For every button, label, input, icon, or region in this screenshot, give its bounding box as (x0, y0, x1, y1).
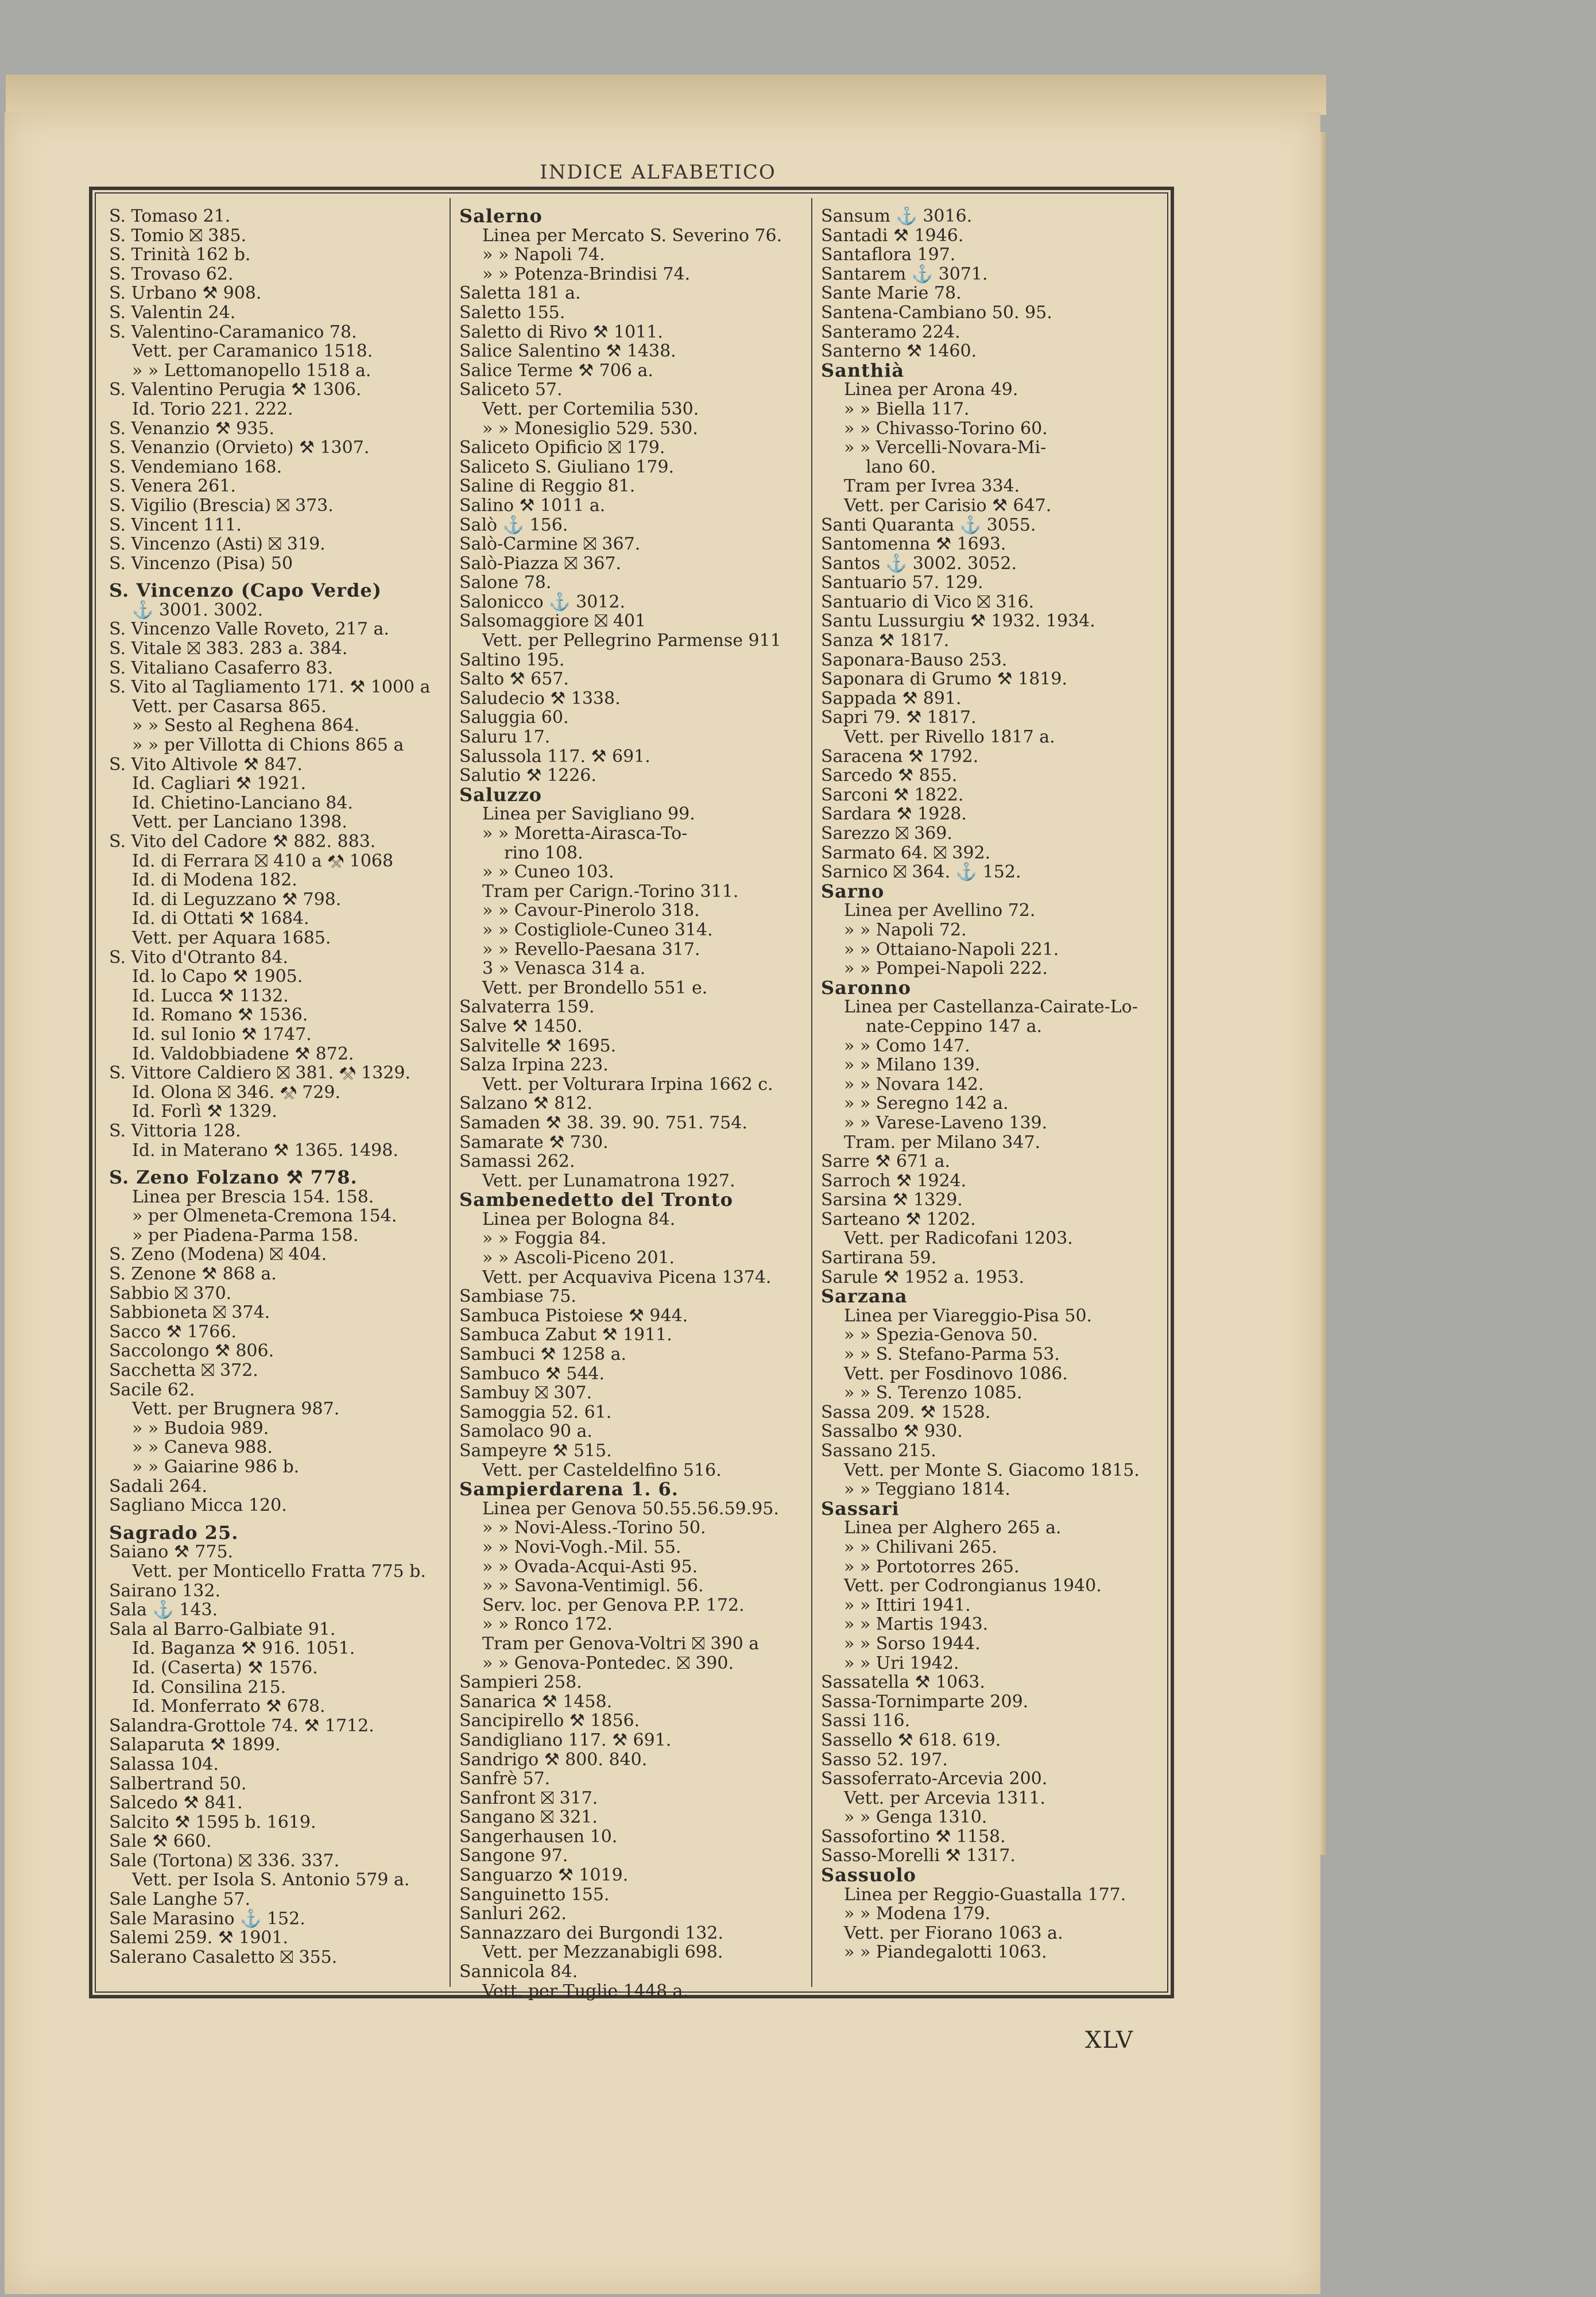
index-entry: Sanza ⚒ 1817. (821, 631, 950, 651)
index-entry: » » Novi-Vogh.-Mil. 55. (482, 1537, 681, 1557)
index-entry: Saccolongo ⚒ 806. (109, 1341, 274, 1362)
index-entry: Sassatella ⚒ 1063. (821, 1672, 985, 1693)
index-entry: Sala al Barro-Galbiate 91. (109, 1619, 336, 1639)
index-heading: Sampierdarena 1. 6. (459, 1478, 679, 1501)
index-entry: » » Pompei-Napoli 222. (844, 958, 1048, 979)
index-entry: S. Vendemiano 168. (109, 457, 282, 477)
index-entry: Id. di Ferrara ⛝ 410 a ⚒ 1068 (132, 850, 394, 871)
index-entry: Saltino 195. (459, 649, 565, 670)
index-entry: Sante Marie 78. (821, 283, 962, 304)
index-entry: » » Ovada-Acqui-Asti 95. (482, 1556, 698, 1577)
index-entry: Salto ⚒ 657. (459, 669, 569, 690)
index-entry: Sassa 209. ⚒ 1528. (821, 1402, 991, 1422)
index-entry: Vett. per Fosdinovo 1086. (844, 1363, 1068, 1384)
index-entry: S. Vincenzo (Pisa) 50 (109, 553, 293, 574)
index-entry: Samolaco 90 a. (459, 1421, 592, 1442)
index-entry: Sanfrè 57. (459, 1769, 551, 1789)
index-entry: Vett. per Brugnera 987. (132, 1399, 340, 1420)
index-entry: Saponara-Bauso 253. (821, 649, 1008, 670)
index-entry: Saracena ⚒ 1792. (821, 746, 979, 767)
index-entry: Vett. per Tuglie 1448 a. (482, 1981, 689, 2001)
index-entry: Santeramo 224. (821, 322, 960, 342)
index-entry: Salandra-Grottole 74. ⚒ 1712. (109, 1715, 374, 1736)
index-entry: Vett. per Codrongianus 1940. (844, 1576, 1102, 1596)
page-side-edge (1320, 132, 1326, 1855)
index-entry: Vett. per Monte S. Giacomo 1815. (844, 1460, 1140, 1480)
index-entry: » » Uri 1942. (844, 1653, 959, 1673)
index-entry: Saletta 181 a. (459, 283, 581, 304)
index-entry: Sannazzaro dei Burgondi 132. (459, 1923, 723, 1943)
index-entry: Tram per Genova-Voltri ⛝ 390 a (482, 1633, 760, 1654)
index-entry: Sangano ⛝ 321. (459, 1807, 598, 1828)
index-entry: Saponara di Grumo ⚒ 1819. (821, 669, 1067, 690)
index-entry: Salvaterra 159. (459, 997, 595, 1018)
index-entry: Sarnico ⛝ 364. ⚓ 152. (821, 862, 1021, 883)
index-entry: » » Ascoli-Piceno 201. (482, 1248, 675, 1269)
index-entry: Salaparuta ⚒ 1899. (109, 1735, 281, 1755)
index-entry: » » Costigliole-Cuneo 314. (482, 919, 713, 940)
index-entry: » » Vercelli-Novara-Mi- (844, 438, 1047, 458)
index-entry: Vett. per Pellegrino Parmense 911 (482, 631, 781, 651)
index-entry: Id. in Materano ⚒ 1365. 1498. (132, 1140, 398, 1161)
index-entry: S. Venanzio (Orvieto) ⚒ 1307. (109, 438, 370, 458)
index-entry: nate-Ceppino 147 a. (866, 1016, 1043, 1037)
index-entry: Tram per Ivrea 334. (844, 476, 1020, 497)
index-entry: Id. Torio 221. 222. (132, 399, 293, 419)
index-entry: Linea per Brescia 154. 158. (132, 1186, 374, 1207)
index-entry: Saliceto S. Giuliano 179. (459, 457, 675, 477)
index-entry: Sapri 79. ⚒ 1817. (821, 707, 977, 728)
index-heading: Sarzana (821, 1285, 908, 1308)
index-entry: » » Moretta-Airasca-To- (482, 823, 688, 844)
index-entry: S. Vitaliano Casaferro 83. (109, 658, 334, 678)
index-heading: Saronno (821, 976, 911, 999)
index-entry: Id. Baganza ⚒ 916. 1051. (132, 1638, 355, 1659)
index-entry: Salbertrand 50. (109, 1773, 247, 1794)
index-entry: S. Venanzio ⚒ 935. (109, 418, 274, 439)
index-entry: Sacco ⚒ 1766. (109, 1321, 237, 1342)
index-entry: Sandigliano 117. ⚒ 691. (459, 1730, 672, 1750)
index-entry: Sartirana 59. (821, 1248, 937, 1269)
index-entry: S. Vitale ⛝ 383. 283 a. 384. (109, 639, 348, 659)
index-entry: Santerno ⚒ 1460. (821, 341, 977, 362)
index-entry: » » Ittiri 1941. (844, 1595, 971, 1615)
index-entry: Salino ⚒ 1011 a. (459, 495, 606, 516)
index-entry: Salcedo ⚒ 841. (109, 1793, 243, 1813)
index-entry: Sanguarzo ⚒ 1019. (459, 1865, 629, 1886)
index-entry: Linea per Castellanza-Cairate-Lo- (844, 997, 1138, 1018)
index-entry: Serv. loc. per Genova P.P. 172. (482, 1595, 745, 1615)
index-entry: » per Piadena-Parma 158. (132, 1225, 359, 1246)
index-entry: Salice Salentino ⚒ 1438. (459, 341, 676, 362)
index-entry: Id. Lucca ⚒ 1132. (132, 985, 289, 1006)
index-entry: » » Cuneo 103. (482, 862, 614, 883)
index-entry: Sanluri 262. (459, 1904, 567, 1924)
index-entry: Salutio ⚒ 1226. (459, 765, 596, 786)
index-entry: Sassalbo ⚒ 930. (821, 1421, 963, 1442)
index-entry: » » Modena 179. (844, 1904, 991, 1924)
index-heading: Sassuolo (821, 1864, 916, 1886)
index-entry: Sappada ⚒ 891. (821, 688, 962, 709)
index-entry: Id. di Leguzzano ⚒ 798. (132, 889, 342, 910)
index-entry: » » Milano 139. (844, 1055, 981, 1076)
index-entry: Vett. per Lanciano 1398. (132, 812, 347, 833)
page-number: XLV (1085, 2027, 1134, 2054)
index-entry: S. Vincent 111. (109, 515, 242, 535)
index-entry: Saluggia 60. (459, 707, 569, 728)
index-entry: Sarezzo ⛝ 369. (821, 823, 952, 844)
index-entry: Sadali 264. (109, 1476, 208, 1496)
index-heading: Sagrado 25. (109, 1521, 239, 1544)
index-entry: Sabbioneta ⛝ 374. (109, 1302, 270, 1323)
index-entry: Salvitelle ⚒ 1695. (459, 1035, 617, 1056)
index-entry: Id. Romano ⚒ 1536. (132, 1005, 308, 1026)
index-entry: Linea per Alghero 265 a. (844, 1518, 1062, 1538)
index-entry: » » Foggia 84. (482, 1228, 607, 1249)
index-entry: Sancipirello ⚒ 1856. (459, 1711, 640, 1731)
index-entry: Santu Lussurgiu ⚒ 1932. 1934. (821, 611, 1095, 632)
index-entry: » » S. Stefano-Parma 53. (844, 1344, 1060, 1365)
index-entry: Sanarica ⚒ 1458. (459, 1691, 613, 1712)
index-entry: Vett. per Casarsa 865. (132, 696, 327, 717)
index-entry: S. Vittoria 128. (109, 1120, 241, 1141)
index-entry: Salonicco ⚓ 3012. (459, 591, 625, 612)
index-entry: » » Seregno 142 a. (844, 1093, 1009, 1114)
index-entry: S. Vito al Tagliamento 171. ⚒ 1000 a (109, 677, 431, 698)
index-entry: » » Gaiarine 986 b. (132, 1457, 300, 1477)
index-entry: » » Potenza-Brindisi 74. (482, 264, 691, 284)
index-entry: » » Lettomanopello 1518 a. (132, 360, 371, 381)
index-entry: 3 » Venasca 314 a. (482, 958, 646, 979)
index-entry: Sassano 215. (821, 1441, 936, 1461)
index-entry: S. Vigilio (Brescia) ⛝ 373. (109, 495, 334, 516)
index-entry: Linea per Genova 50.55.56.59.95. (482, 1498, 779, 1519)
index-entry: Sarsina ⚒ 1329. (821, 1190, 963, 1211)
index-entry: Vett. per Carisio ⚒ 647. (844, 495, 1052, 516)
index-entry: Linea per Arona 49. (844, 380, 1018, 400)
index-heading: Sarno (821, 880, 885, 902)
index-entry: Id. di Modena 182. (132, 870, 297, 891)
index-entry: Saliceto Opificio ⛝ 179. (459, 438, 665, 458)
index-entry: Sambuca Pistoiese ⚒ 944. (459, 1305, 688, 1326)
index-entry: Sambiase 75. (459, 1286, 576, 1307)
index-entry: » » Teggiano 1814. (844, 1479, 1010, 1500)
index-entry: Id. lo Capo ⚒ 1905. (132, 966, 303, 987)
index-heading: Sassari (821, 1497, 900, 1519)
index-entry: S. Vito Altivole ⚒ 847. (109, 754, 303, 775)
index-entry: Linea per Savigliano 99. (482, 804, 695, 825)
index-heading: S. Zeno Folzano ⚒ 778. (109, 1166, 358, 1189)
index-entry: Vett. per Mezzanabigli 698. (482, 1942, 723, 1963)
index-entry: Santuario 57. 129. (821, 573, 983, 593)
index-entry: Sambuca Zabut ⚒ 1911. (459, 1325, 672, 1345)
index-entry: Salò-Carmine ⛝ 367. (459, 534, 641, 555)
index-column-3 (821, 207, 1160, 1962)
index-entry: » » Martis 1943. (844, 1614, 989, 1635)
index-heading: Salerno (459, 207, 543, 227)
index-entry: Sarroch ⚒ 1924. (821, 1170, 967, 1191)
index-entry: » » Cavour-Pinerolo 318. (482, 900, 700, 921)
index-entry: S. Vincenzo Valle Roveto, 217 a. (109, 619, 389, 640)
index-entry: » » Varese-Laveno 139. (844, 1112, 1048, 1133)
index-entry: Sale Langhe 57. (109, 1889, 250, 1910)
index-entry: Linea per Viareggio-Pisa 50. (844, 1305, 1093, 1326)
index-entry: Santarem ⚓ 3071. (821, 264, 988, 284)
index-entry: S. Venera 261. (109, 476, 236, 497)
index-entry: Vett. per Lunamatrona 1927. (482, 1170, 735, 1191)
index-entry: Sampeyre ⚒ 515. (459, 1441, 612, 1461)
index-entry: Linea per Reggio-Guastalla 177. (844, 1884, 1126, 1905)
index-entry: Sangerhausen 10. (459, 1826, 618, 1847)
index-entry: Sambuy ⛝ 307. (459, 1383, 592, 1403)
index-entry: Samoggia 52. 61. (459, 1402, 612, 1422)
index-entry: Salzano ⚒ 812. (459, 1093, 592, 1114)
index-entry: » » per Villotta di Chions 865 a (132, 735, 404, 756)
index-entry: Id. sul Ionio ⚒ 1747. (132, 1024, 312, 1045)
index-entry: Id. Consilina 215. (132, 1677, 286, 1697)
index-entry: S. Vittore Caldiero ⛝ 381. ⚒ 1329. (109, 1063, 411, 1084)
index-entry: » » Revello-Paesana 317. (482, 939, 700, 960)
index-entry: Sabbio ⛝ 370. (109, 1283, 232, 1304)
index-entry: Vett. per Monticello Fratta 775 b. (132, 1561, 426, 1581)
index-entry: Linea per Mercato S. Severino 76. (482, 225, 782, 246)
index-entry: » » Savona-Ventimigl. 56. (482, 1576, 704, 1596)
index-entry: Id. Forlì ⚒ 1329. (132, 1101, 277, 1122)
index-entry: Saludecio ⚒ 1338. (459, 688, 621, 709)
index-entry: S. Trovaso 62. (109, 264, 234, 284)
index-entry: Sarconi ⚒ 1822. (821, 784, 964, 805)
index-entry: Tram. per Milano 347. (844, 1132, 1041, 1153)
index-entry: Sassofortino ⚒ 1158. (821, 1826, 1006, 1847)
index-entry: Sandrigo ⚒ 800. 840. (459, 1749, 648, 1770)
index-entry: Sampieri 258. (459, 1672, 582, 1693)
index-entry: Id. Cagliari ⚒ 1921. (132, 774, 307, 794)
index-entry: Samassi 262. (459, 1151, 575, 1172)
index-entry: Salerano Casaletto ⛝ 355. (109, 1947, 338, 1967)
index-entry: » » Sesto al Reghena 864. (132, 716, 360, 736)
index-entry: » » Biella 117. (844, 399, 970, 419)
index-entry: Vett. per Caramanico 1518. (132, 341, 373, 362)
index-entry: Salone 78. (459, 573, 552, 593)
index-entry: Linea per Avellino 72. (844, 900, 1036, 921)
index-heading: Santhià (821, 359, 905, 381)
index-entry: Santaflora 197. (821, 245, 956, 265)
index-entry: Saiano ⚒ 775. (109, 1542, 234, 1563)
index-entry: S. Trinità 162 b. (109, 245, 251, 265)
index-entry: Sarcedo ⚒ 855. (821, 765, 958, 786)
index-entry: » » Genga 1310. (844, 1807, 987, 1828)
index-entry: Vett. per Volturara Irpina 1662 c. (482, 1074, 773, 1095)
index-entry: Sarule ⚒ 1952 a. 1953. (821, 1267, 1025, 1287)
page-stack-edge (6, 75, 1326, 115)
index-entry: Salsomaggiore ⛝ 401 (459, 611, 646, 632)
index-entry: Sacile 62. (109, 1379, 195, 1400)
index-entry: Santos ⚓ 3002. 3052. (821, 553, 1017, 574)
index-entry: Sannicola 84. (459, 1962, 578, 1982)
index-entry: Sale Marasino ⚓ 152. (109, 1908, 305, 1929)
index-entry: Sambuco ⚒ 544. (459, 1363, 605, 1384)
index-entry: Saluru 17. (459, 727, 551, 748)
index-entry: Sarmato 64. ⛝ 392. (821, 842, 991, 863)
index-entry: » » Budoia 989. (132, 1418, 269, 1438)
index-entry: » » Chivasso-Torino 60. (844, 418, 1048, 439)
index-entry: Linea per Bologna 84. (482, 1209, 676, 1229)
index-entry: Salussola 117. ⚒ 691. (459, 746, 650, 767)
index-entry: Vett. per Brondello 551 e. (482, 977, 708, 998)
index-entry: » » Caneva 988. (132, 1437, 273, 1458)
index-entry: » » Genova-Pontedec. ⛝ 390. (482, 1653, 734, 1673)
index-entry: Samarate ⚒ 730. (459, 1132, 609, 1153)
index-heading: S. Vincenzo (Capo Verde) (109, 579, 382, 602)
index-entry: Id. di Ottati ⚒ 1684. (132, 908, 309, 929)
index-entry: » » Novara 142. (844, 1074, 984, 1095)
index-entry: » » Novi-Aless.-Torino 50. (482, 1518, 706, 1538)
index-entry: Vett. per Radicofani 1203. (844, 1228, 1073, 1249)
index-entry: Id. Monferrato ⚒ 678. (132, 1696, 326, 1717)
index-entry: S. Valentino Perugia ⚒ 1306. (109, 380, 362, 400)
index-entry: » » Napoli 74. (482, 245, 605, 265)
index-entry: » » Como 147. (844, 1035, 970, 1056)
index-entry: Salice Terme ⚒ 706 a. (459, 360, 653, 381)
index-entry: Vett. per Cortemilia 530. (482, 399, 699, 419)
index-entry: » » Portotorres 265. (844, 1556, 1020, 1577)
index-column-2 (459, 207, 804, 2001)
index-entry: Sarre ⚒ 671 a. (821, 1151, 951, 1172)
index-entry: » » Piandegalotti 1063. (844, 1942, 1047, 1963)
index-entry: rino 108. (504, 842, 583, 863)
index-heading: Saluzzo (459, 783, 542, 806)
index-entry: Salve ⚒ 1450. (459, 1016, 583, 1037)
index-entry: Sangone 97. (459, 1846, 568, 1866)
index-entry: Sacchetta ⛝ 372. (109, 1360, 258, 1381)
index-entry: S. Vito del Cadore ⚒ 882. 883. (109, 832, 376, 852)
index-entry: Sassello ⚒ 618. 619. (821, 1730, 1001, 1750)
index-entry: Sassa-Tornimparte 209. (821, 1691, 1029, 1712)
index-entry: » » Ottaiano-Napoli 221. (844, 939, 1059, 960)
index-entry: Salassa 104. (109, 1754, 219, 1774)
index-entry: Sasso-Morelli ⚒ 1317. (821, 1846, 1016, 1866)
index-entry: Santomenna ⚒ 1693. (821, 534, 1006, 555)
index-entry: S. Vito d'Otranto 84. (109, 947, 288, 968)
index-entry: » » Monesiglio 529. 530. (482, 418, 698, 439)
index-entry: Sanguinetto 155. (459, 1884, 610, 1905)
index-entry: Salò-Piazza ⛝ 367. (459, 553, 622, 574)
index-entry: Sarteano ⚒ 1202. (821, 1209, 976, 1229)
index-entry: » » Chilivani 265. (844, 1537, 997, 1557)
index-entry: Saline di Reggio 81. (459, 476, 636, 497)
index-entry: Salcito ⚒ 1595 b. 1619. (109, 1812, 316, 1832)
index-entry: Id. Valdobbiadene ⚒ 872. (132, 1043, 354, 1064)
index-entry: Sardara ⚒ 1928. (821, 804, 967, 825)
index-entry: Salò ⚓ 156. (459, 515, 568, 535)
index-entry: S. Urbano ⚒ 908. (109, 283, 262, 304)
index-entry: Vett. per Fiorano 1063 a. (844, 1923, 1063, 1943)
index-entry: » per Olmeneta-Cremona 154. (132, 1206, 397, 1227)
index-entry: Samaden ⚒ 38. 39. 90. 751. 754. (459, 1112, 747, 1133)
index-entry: Sassi 116. (821, 1711, 911, 1731)
index-entry: Saletto 155. (459, 302, 565, 323)
index-entry: Id. Chietino-Lanciano 84. (132, 792, 353, 813)
index-entry: S. Tomio ⛝ 385. (109, 225, 247, 246)
index-entry: Id. Olona ⛝ 346. ⚒ 729. (132, 1082, 341, 1103)
index-entry: lano 60. (866, 457, 936, 477)
index-entry: Sairano 132. (109, 1580, 220, 1601)
index-entry: Sasso 52. 197. (821, 1749, 948, 1770)
index-column-1 (109, 207, 439, 1967)
index-entry: Vett. per Acquaviva Picena 1374. (482, 1267, 772, 1287)
index-heading: Sambenedetto del Tronto (459, 1189, 733, 1211)
index-entry: Sala ⚓ 143. (109, 1600, 218, 1621)
index-entry: Vett. per Aquara 1685. (132, 927, 331, 948)
column-divider-1 (450, 198, 451, 1987)
index-entry: S. Valentino-Caramanico 78. (109, 322, 357, 342)
index-entry: Tram per Carign.-Torino 311. (482, 881, 739, 902)
index-entry: » » S. Terenzo 1085. (844, 1383, 1022, 1403)
index-entry: Sale ⚒ 660. (109, 1831, 212, 1852)
index-entry: Salza Irpina 223. (459, 1055, 609, 1076)
index-entry: Santadi ⚒ 1946. (821, 225, 964, 246)
index-entry: Vett. per Casteldelfino 516. (482, 1460, 722, 1480)
index-entry: S. Zeno (Modena) ⛝ 404. (109, 1244, 327, 1265)
index-entry: Saletto di Rivo ⚒ 1011. (459, 322, 663, 342)
index-entry: Vett. per Rivello 1817 a. (844, 727, 1055, 748)
index-entry: Vett. per Arcevia 1311. (844, 1788, 1046, 1808)
column-divider-2 (811, 198, 812, 1987)
index-entry: Sansum ⚓ 3016. (821, 207, 973, 226)
index-entry: S. Valentin 24. (109, 302, 236, 323)
index-entry: » » Ronco 172. (482, 1614, 613, 1635)
index-entry: Santuario di Vico ⛝ 316. (821, 591, 1035, 612)
index-entry: » » Sorso 1944. (844, 1633, 981, 1654)
index-entry: S. Zenone ⚒ 868 a. (109, 1264, 277, 1285)
index-entry: » » Napoli 72. (844, 919, 967, 940)
index-entry: Sanfront ⛝ 317. (459, 1788, 598, 1808)
index-entry: Sale (Tortona) ⛝ 336. 337. (109, 1850, 340, 1871)
running-header: INDICE ALFABETICO (540, 161, 776, 184)
index-entry: Vett. per Isola S. Antonio 579 a. (132, 1870, 410, 1890)
index-entry: » » Spezia-Genova 50. (844, 1325, 1038, 1345)
index-entry: ⚓ 3001. 3002. (132, 600, 264, 620)
index-entry: Id. (Caserta) ⚒ 1576. (132, 1657, 318, 1678)
index-entry: S. Vincenzo (Asti) ⛝ 319. (109, 534, 326, 555)
index-entry: Sassoferrato-Arcevia 200. (821, 1769, 1048, 1789)
index-entry: Sagliano Micca 120. (109, 1495, 287, 1516)
index-entry: Saliceto 57. (459, 380, 563, 400)
index-entry: S. Tomaso 21. (109, 207, 231, 226)
index-entry: Sambuci ⚒ 1258 a. (459, 1344, 627, 1365)
index-entry: Santi Quaranta ⚓ 3055. (821, 515, 1036, 535)
index-entry: Santena-Cambiano 50. 95. (821, 302, 1052, 323)
index-entry: Salemi 259. ⚒ 1901. (109, 1928, 289, 1948)
